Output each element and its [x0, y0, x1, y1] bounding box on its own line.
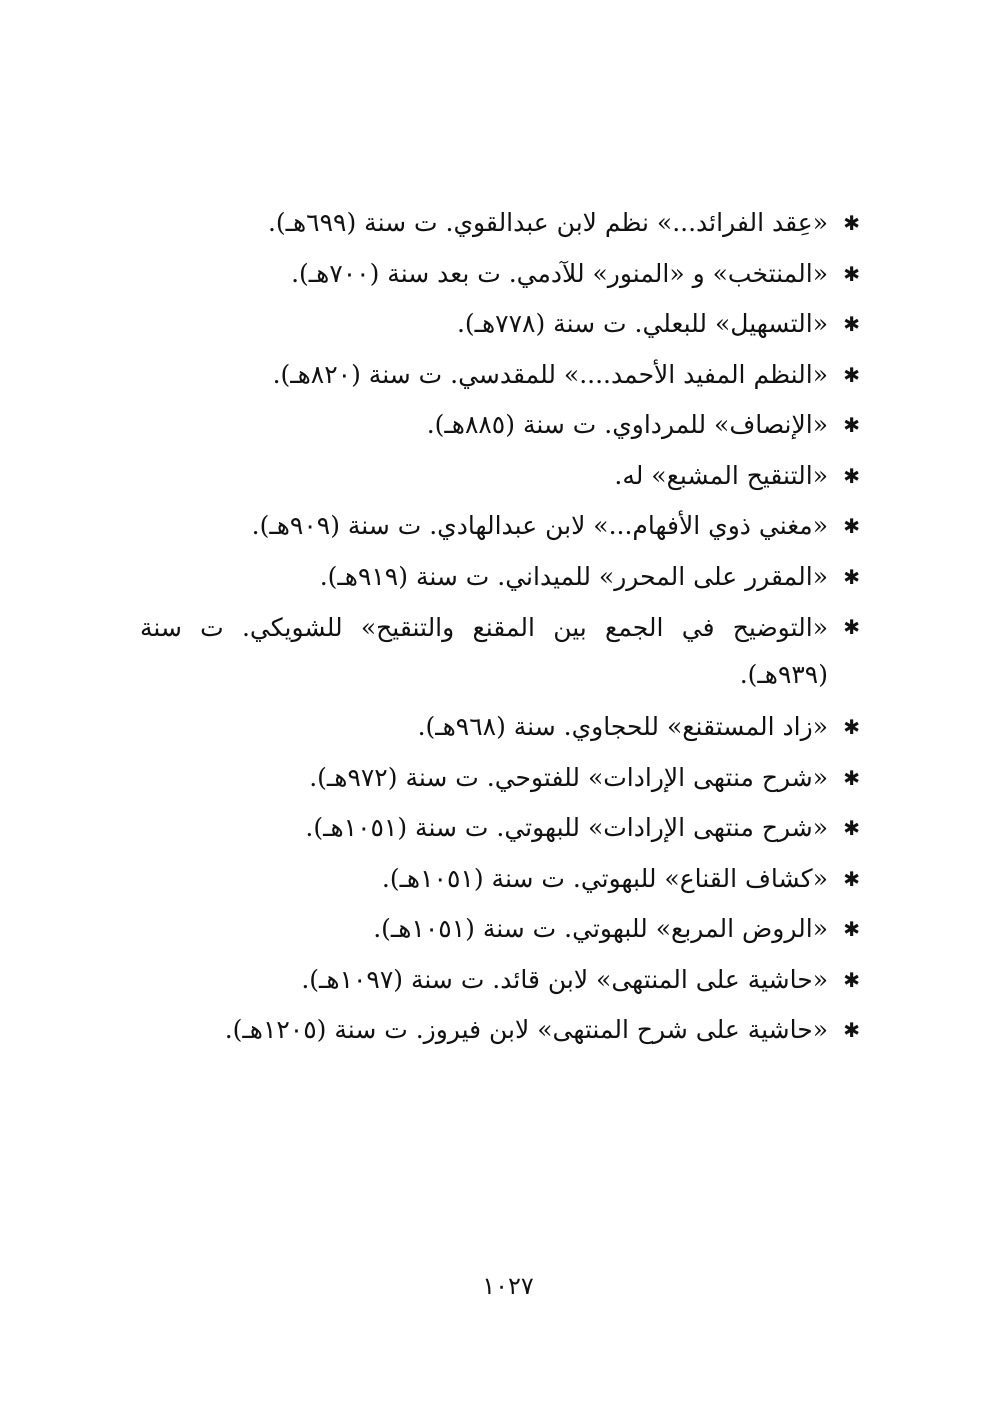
- asterisk-bullet-icon: ✱: [843, 615, 860, 639]
- entry-text: «كشاف القناع» للبهوتي. ت سنة (١٠٥١هـ).: [381, 863, 828, 893]
- list-item: [140, 955, 860, 1006]
- asterisk-bullet-icon: ✱: [843, 866, 860, 891]
- entry-text: «التوضيح في الجمع بين المقنع والتنقيح» للشويكي. ت سنة (٩٣٩هـ).: [140, 613, 828, 689]
- list-item: [140, 854, 860, 905]
- list-item: [140, 451, 860, 502]
- asterisk-bullet-icon: ✱: [843, 1018, 860, 1042]
- asterisk-bullet-icon: ✱: [843, 816, 860, 840]
- entry-text: «الروض المربع» للبهوتي. ت سنة (١٠٥١هـ).: [373, 914, 828, 943]
- entry-text: «التسهيل» للبعلي. ت سنة (٧٧٨هـ).: [456, 309, 828, 338]
- entry-text: «عِقد الفرائد...» نظم لابن عبدالقوي. ت سنة (٦٩٩هـ).: [267, 208, 828, 237]
- entry-text: «المقرر على المحرر» للميداني. ت سنة (٩١٩هـ).: [319, 561, 828, 591]
- entry-text: «زاد المستقنع» للحجاوي. سنة (٩٦٨هـ).: [417, 712, 828, 741]
- asterisk-bullet-icon: ✱: [843, 312, 860, 336]
- asterisk-bullet-icon: ✱: [843, 261, 860, 286]
- entry-text: «حاشية على المنتهى» لابن قائد. ت سنة (١٠٩٧هـ).: [301, 964, 828, 994]
- list-item: [140, 1005, 860, 1056]
- list-item: [140, 299, 860, 350]
- list-item: [140, 702, 860, 753]
- entry-text: «شرح منتهى الإرادات» للفتوحي. ت سنة (٩٧٢هـ).: [309, 762, 828, 792]
- asterisk-bullet-icon: ✱: [843, 917, 860, 941]
- entry-text: «التنقيح المشبع» له.: [614, 460, 828, 490]
- list-item: [140, 552, 860, 603]
- entry-text: «مغني ذوي الأفهام...» لابن عبدالهادي. ت سنة (٩٠٩هـ).: [251, 511, 828, 540]
- asterisk-bullet-icon: ✱: [843, 463, 860, 488]
- list-item: [140, 198, 860, 249]
- list-item: [140, 400, 860, 451]
- asterisk-bullet-icon: ✱: [843, 362, 860, 387]
- entry-text: «النظم المفيد الأحمد....» للمقدسي. ت سنة (٨٢٠هـ).: [272, 359, 828, 389]
- list-item: [140, 753, 860, 804]
- asterisk-bullet-icon: ✱: [843, 765, 860, 790]
- list-item: [140, 602, 860, 702]
- list-item: [140, 904, 860, 955]
- entry-text: «المنتخب» و «المنور» للآدمي. ت بعد سنة (٧٠٠هـ).: [291, 258, 828, 288]
- bibliography-list: [140, 198, 860, 1056]
- entry-text: «الإنصاف» للمرداوي. ت سنة (٨٨٥هـ).: [426, 410, 828, 439]
- asterisk-bullet-icon: ✱: [843, 211, 860, 235]
- list-item: [140, 249, 860, 300]
- asterisk-bullet-icon: ✱: [843, 564, 860, 589]
- page-number: ١٠٢٧: [482, 1272, 534, 1300]
- entry-text: «حاشية على شرح المنتهى» لابن فيروز. ت سنة (١٢٠٥هـ).: [224, 1015, 828, 1044]
- list-item: [140, 350, 860, 401]
- asterisk-bullet-icon: ✱: [843, 715, 860, 739]
- asterisk-bullet-icon: ✱: [843, 413, 860, 437]
- entry-text: «شرح منتهى الإرادات» للبهوتي. ت سنة (١٠٥١هـ).: [305, 813, 828, 842]
- list-item: [140, 803, 860, 854]
- list-item: [140, 501, 860, 552]
- asterisk-bullet-icon: ✱: [843, 514, 860, 538]
- asterisk-bullet-icon: ✱: [843, 967, 860, 992]
